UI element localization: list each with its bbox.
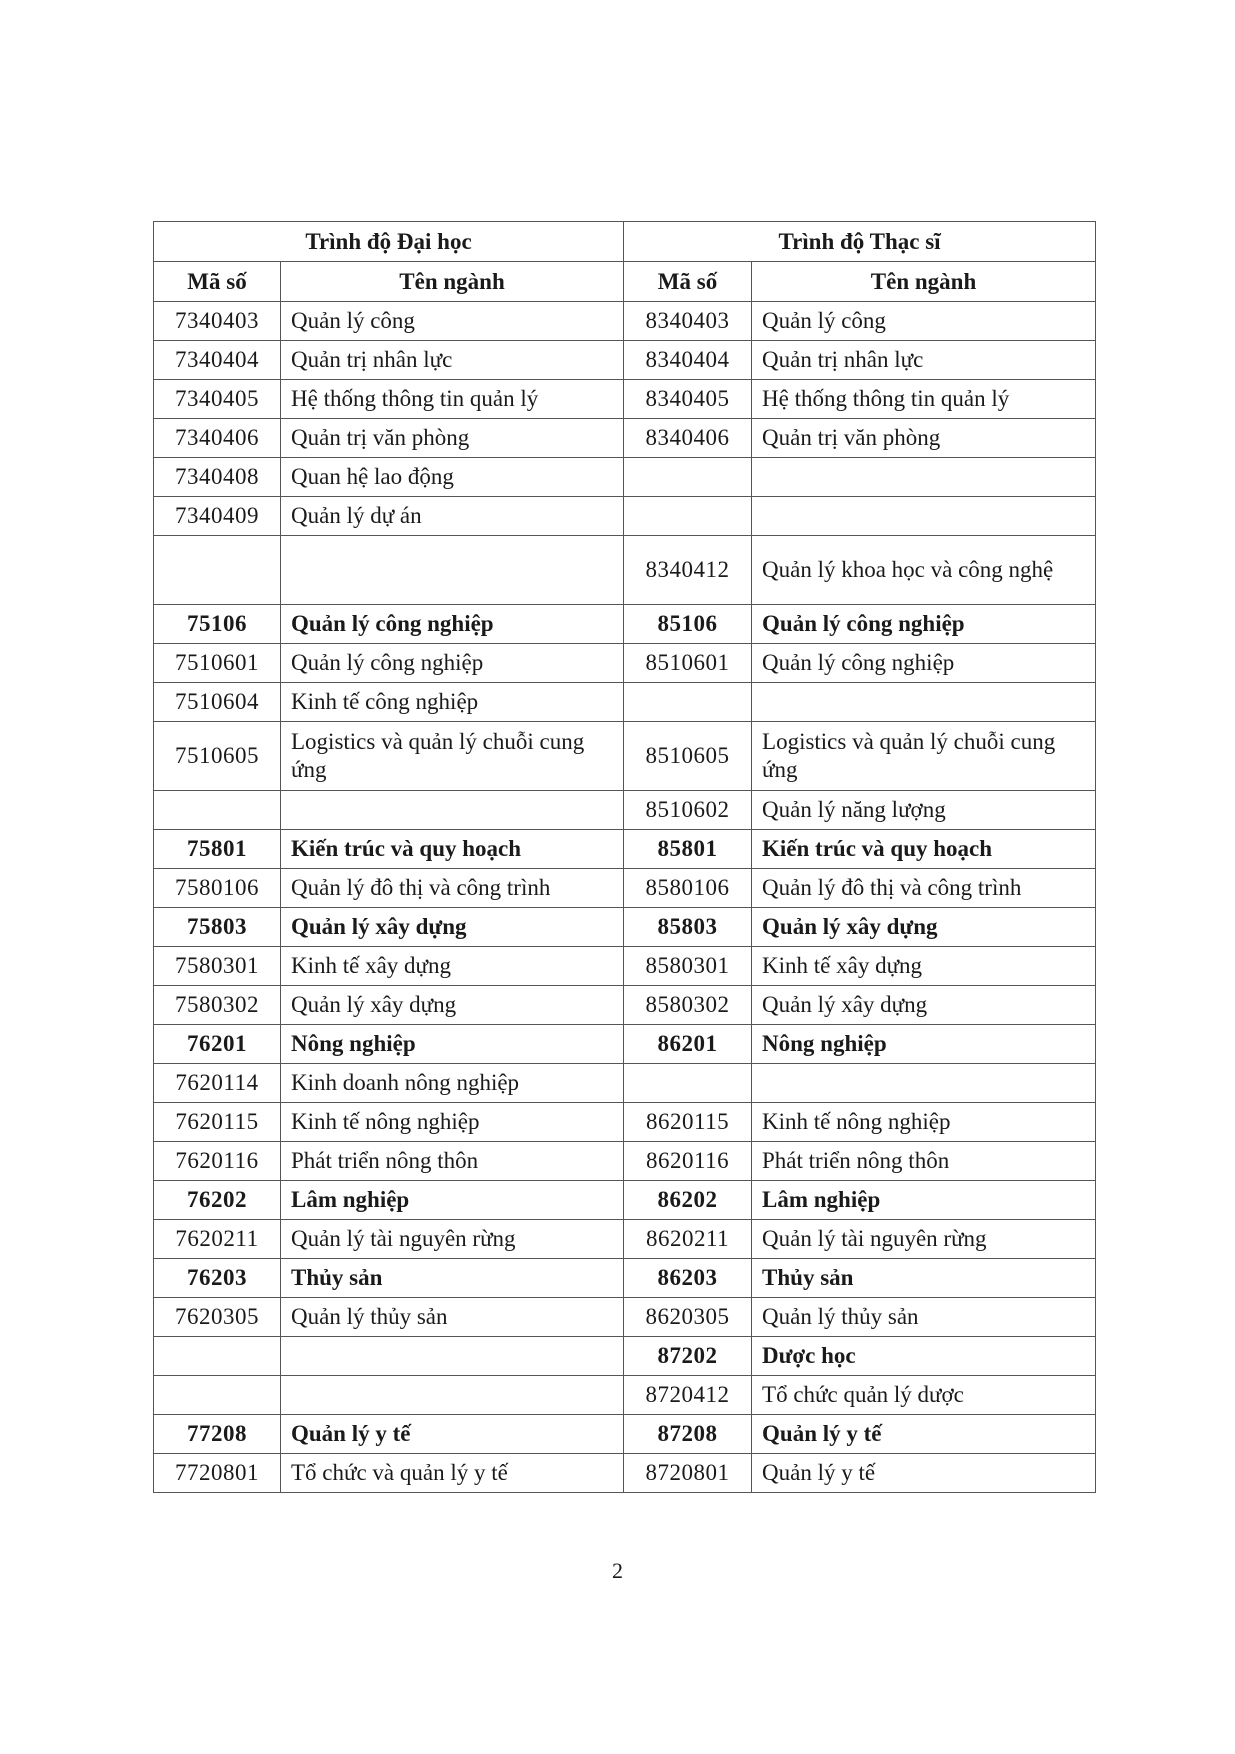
table-body	[154, 302, 1096, 1493]
table-row	[154, 683, 1096, 722]
undergrad-name-cell: Quản lý công nghiệp	[281, 605, 624, 644]
master-name-cell: Tổ chức quản lý dược	[752, 1376, 1096, 1415]
table-row	[154, 1454, 1096, 1493]
undergrad-code-cell: 7340409	[154, 497, 281, 536]
undergrad-name-cell: Quan hệ lao động	[281, 458, 624, 497]
undergrad-level-header: Trình độ Đại học	[154, 222, 624, 262]
table-row	[154, 1103, 1096, 1142]
table-row	[154, 947, 1096, 986]
undergrad-code-cell: 7580302	[154, 986, 281, 1025]
master-code-cell: 8580302	[624, 986, 752, 1025]
undergrad-code-cell: 7340403	[154, 302, 281, 341]
undergrad-code-cell: 7620114	[154, 1064, 281, 1103]
undergrad-code-cell: 7510601	[154, 644, 281, 683]
master-name-cell: Thủy sản	[752, 1259, 1096, 1298]
table-row	[154, 419, 1096, 458]
table-row	[154, 1376, 1096, 1415]
master-name-cell: Quản trị nhân lực	[752, 341, 1096, 380]
master-code-cell: 8340403	[624, 302, 752, 341]
master-name-cell: Quản lý thủy sản	[752, 1298, 1096, 1337]
master-code-cell: 8340406	[624, 419, 752, 458]
table-header-level-row	[154, 222, 1096, 262]
undergrad-code-cell: 7720801	[154, 1454, 281, 1493]
undergrad-name-cell: Quản lý tài nguyên rừng	[281, 1220, 624, 1259]
table-row	[154, 380, 1096, 419]
undergrad-code-cell: 7340404	[154, 341, 281, 380]
page-number: 2	[612, 1558, 623, 1583]
table-group-row	[154, 1337, 1096, 1376]
master-name-cell: Quản lý công nghiệp	[752, 605, 1096, 644]
undergrad-name-cell: Thủy sản	[281, 1259, 624, 1298]
undergrad-code-cell: 76202	[154, 1181, 281, 1220]
undergrad-code-cell	[154, 791, 281, 830]
undergrad-name-cell: Phát triển nông thôn	[281, 1142, 624, 1181]
undergrad-name-cell: Quản lý công nghiệp	[281, 644, 624, 683]
master-code-cell: 85106	[624, 605, 752, 644]
undergrad-name-cell: Nông nghiệp	[281, 1025, 624, 1064]
undergrad-name-cell	[281, 1337, 624, 1376]
table-group-row	[154, 1259, 1096, 1298]
master-code-cell: 8620116	[624, 1142, 752, 1181]
undergrad-name-cell: Kinh tế xây dựng	[281, 947, 624, 986]
master-code-cell: 8340412	[624, 536, 752, 605]
undergrad-name-cell	[281, 791, 624, 830]
table-row	[154, 536, 1096, 605]
undergrad-code-cell: 76201	[154, 1025, 281, 1064]
master-name-cell	[752, 1064, 1096, 1103]
undergrad-code-cell	[154, 1337, 281, 1376]
master-name-cell: Dược học	[752, 1337, 1096, 1376]
undergrad-name-cell: Quản lý y tế	[281, 1415, 624, 1454]
master-code-cell: 86203	[624, 1259, 752, 1298]
undergrad-name-cell	[281, 1376, 624, 1415]
master-name-cell: Kinh tế nông nghiệp	[752, 1103, 1096, 1142]
undergrad-name-cell: Tổ chức và quản lý y tế	[281, 1454, 624, 1493]
master-code-cell: 8510605	[624, 722, 752, 791]
undergrad-name-cell: Quản lý xây dựng	[281, 986, 624, 1025]
table-row	[154, 1298, 1096, 1337]
master-name-cell: Quản lý y tế	[752, 1415, 1096, 1454]
undergrad-name-cell: Kinh doanh nông nghiệp	[281, 1064, 624, 1103]
table-row	[154, 644, 1096, 683]
undergrad-name-cell: Quản lý thủy sản	[281, 1298, 624, 1337]
master-code-cell	[624, 497, 752, 536]
undergrad-code-cell: 75803	[154, 908, 281, 947]
undergrad-name-cell: Quản trị nhân lực	[281, 341, 624, 380]
master-name-header: Tên ngành	[752, 262, 1096, 302]
table-header-column-row	[154, 262, 1096, 302]
undergrad-code-cell: 7340408	[154, 458, 281, 497]
table-row	[154, 497, 1096, 536]
master-name-cell	[752, 683, 1096, 722]
table-row	[154, 1142, 1096, 1181]
undergrad-code-cell: 7580301	[154, 947, 281, 986]
undergrad-code-cell: 76203	[154, 1259, 281, 1298]
table-row	[154, 458, 1096, 497]
undergrad-code-cell: 7620211	[154, 1220, 281, 1259]
master-code-cell: 8580106	[624, 869, 752, 908]
undergrad-code-cell: 7340406	[154, 419, 281, 458]
master-code-cell: 8580301	[624, 947, 752, 986]
master-code-cell: 8620211	[624, 1220, 752, 1259]
table-row	[154, 986, 1096, 1025]
undergrad-name-cell: Hệ thống thông tin quản lý	[281, 380, 624, 419]
master-code-cell: 8510602	[624, 791, 752, 830]
table-group-row	[154, 1415, 1096, 1454]
undergrad-name-cell: Quản lý công	[281, 302, 624, 341]
master-name-cell: Nông nghiệp	[752, 1025, 1096, 1064]
master-code-cell: 86202	[624, 1181, 752, 1220]
table-group-row	[154, 1025, 1096, 1064]
master-name-cell: Quản lý công	[752, 302, 1096, 341]
master-code-cell: 8510601	[624, 644, 752, 683]
undergrad-code-cell	[154, 536, 281, 605]
undergrad-name-cell: Logistics và quản lý chuỗi cung ứng	[281, 722, 624, 791]
master-code-cell	[624, 683, 752, 722]
master-code-cell: 86201	[624, 1025, 752, 1064]
master-code-cell: 8340404	[624, 341, 752, 380]
undergrad-code-cell: 7620305	[154, 1298, 281, 1337]
master-code-cell	[624, 1064, 752, 1103]
undergrad-code-cell: 7340405	[154, 380, 281, 419]
master-name-cell: Hệ thống thông tin quản lý	[752, 380, 1096, 419]
master-name-cell: Quản lý xây dựng	[752, 908, 1096, 947]
table-group-row	[154, 908, 1096, 947]
master-name-cell: Lâm nghiệp	[752, 1181, 1096, 1220]
undergrad-code-cell: 75106	[154, 605, 281, 644]
master-name-cell	[752, 458, 1096, 497]
master-code-cell: 87202	[624, 1337, 752, 1376]
undergrad-code-cell	[154, 1376, 281, 1415]
master-code-cell: 8720801	[624, 1454, 752, 1493]
master-code-cell: 87208	[624, 1415, 752, 1454]
undergrad-name-cell: Kinh tế nông nghiệp	[281, 1103, 624, 1142]
master-code-cell: 8720412	[624, 1376, 752, 1415]
master-code-cell: 8340405	[624, 380, 752, 419]
undergrad-code-cell: 75801	[154, 830, 281, 869]
master-code-cell	[624, 458, 752, 497]
master-name-cell: Quản lý y tế	[752, 1454, 1096, 1493]
undergrad-code-cell: 7620115	[154, 1103, 281, 1142]
master-name-cell: Phát triển nông thôn	[752, 1142, 1096, 1181]
master-name-cell: Quản lý công nghiệp	[752, 644, 1096, 683]
master-name-cell: Logistics và quản lý chuỗi cung ứng	[752, 722, 1096, 791]
undergrad-code-cell: 7620116	[154, 1142, 281, 1181]
master-code-cell: 85801	[624, 830, 752, 869]
undergrad-name-cell: Quản lý đô thị và công trình	[281, 869, 624, 908]
undergrad-code-header: Mã số	[154, 262, 281, 302]
master-name-cell: Quản lý đô thị và công trình	[752, 869, 1096, 908]
table-row	[154, 791, 1096, 830]
table-group-row	[154, 605, 1096, 644]
master-name-cell	[752, 497, 1096, 536]
undergrad-name-cell: Kiến trúc và quy hoạch	[281, 830, 624, 869]
master-name-cell: Quản trị văn phòng	[752, 419, 1096, 458]
master-name-cell: Quản lý tài nguyên rừng	[752, 1220, 1096, 1259]
master-name-cell: Quản lý năng lượng	[752, 791, 1096, 830]
table-row	[154, 1220, 1096, 1259]
master-code-header: Mã số	[624, 262, 752, 302]
master-name-cell: Kinh tế xây dựng	[752, 947, 1096, 986]
master-name-cell: Kiến trúc và quy hoạch	[752, 830, 1096, 869]
undergrad-code-cell: 77208	[154, 1415, 281, 1454]
table-row	[154, 302, 1096, 341]
undergrad-code-cell: 7510604	[154, 683, 281, 722]
table-row	[154, 341, 1096, 380]
undergrad-name-cell: Quản lý xây dựng	[281, 908, 624, 947]
undergrad-code-cell: 7580106	[154, 869, 281, 908]
undergrad-name-cell: Lâm nghiệp	[281, 1181, 624, 1220]
undergrad-name-cell	[281, 536, 624, 605]
master-level-header: Trình độ Thạc sĩ	[624, 222, 1096, 262]
table-row	[154, 1064, 1096, 1103]
table-group-row	[154, 830, 1096, 869]
undergrad-name-header: Tên ngành	[281, 262, 624, 302]
table-row	[154, 722, 1096, 791]
undergrad-code-cell: 7510605	[154, 722, 281, 791]
table-group-row	[154, 1181, 1096, 1220]
table-row	[154, 869, 1096, 908]
undergrad-name-cell: Kinh tế công nghiệp	[281, 683, 624, 722]
master-code-cell: 8620115	[624, 1103, 752, 1142]
undergrad-name-cell: Quản lý dự án	[281, 497, 624, 536]
master-code-cell: 8620305	[624, 1298, 752, 1337]
master-name-cell: Quản lý khoa học và công nghệ	[752, 536, 1096, 605]
majors-table	[153, 221, 1096, 1493]
master-name-cell: Quản lý xây dựng	[752, 986, 1096, 1025]
master-code-cell: 85803	[624, 908, 752, 947]
undergrad-name-cell: Quản trị văn phòng	[281, 419, 624, 458]
